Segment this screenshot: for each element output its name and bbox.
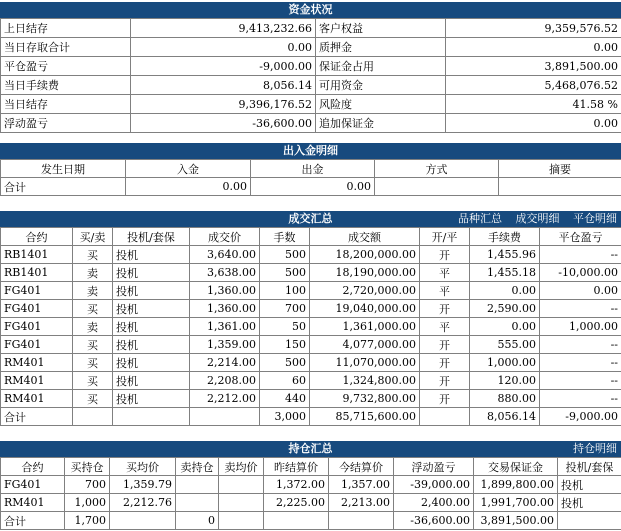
trades-links bbox=[448, 211, 617, 227]
cell-close-pnl: -- bbox=[540, 390, 621, 408]
funds-value: 8,056.14 bbox=[131, 76, 316, 95]
funds-label: 浮动盈亏 bbox=[1, 114, 131, 133]
column-header: 成交额 bbox=[310, 228, 420, 246]
column-header: 卖均价 bbox=[219, 458, 264, 476]
total-lots: 3,000 bbox=[260, 408, 310, 426]
funds-row bbox=[1, 95, 621, 114]
cell-amount: 18,200,000.00 bbox=[310, 246, 420, 264]
funds-value: 41.58 % bbox=[446, 95, 621, 114]
cell-price: 2,208.00 bbox=[190, 372, 260, 390]
column-header: 合约 bbox=[1, 458, 65, 476]
cell-hedge-type: 投机 bbox=[113, 264, 190, 282]
link-close-detail[interactable]: 平仓明细 bbox=[573, 212, 617, 225]
cell-price: 3,638.00 bbox=[190, 264, 260, 282]
funds-row bbox=[1, 76, 621, 95]
funds-label: 当日手续费 bbox=[1, 76, 131, 95]
cell-fee: 1,455.96 bbox=[470, 246, 540, 264]
cell-buy-avg: 1,359.79 bbox=[110, 476, 176, 494]
cell-fee: 1,455.18 bbox=[470, 264, 540, 282]
cell-float-pnl: 2,400.00 bbox=[394, 494, 474, 512]
cell-margin: 1,899,800.00 bbox=[474, 476, 558, 494]
column-header: 昨结算价 bbox=[264, 458, 329, 476]
cell-amount: 2,720,000.00 bbox=[310, 282, 420, 300]
total-margin: 3,891,500.00 bbox=[474, 512, 558, 530]
link-variety-summary[interactable]: 品种汇总 bbox=[458, 212, 502, 225]
column-header: 平仓盈亏 bbox=[540, 228, 621, 246]
cell-close-pnl: 0.00 bbox=[540, 282, 621, 300]
cell-hedge-type: 投机 bbox=[113, 246, 190, 264]
trades-total-row bbox=[1, 408, 621, 426]
table-row bbox=[1, 494, 621, 512]
total-pnl: -36,600.00 bbox=[394, 512, 474, 530]
column-header: 成交价 bbox=[190, 228, 260, 246]
cell-sell-avg bbox=[219, 494, 264, 512]
column-header: 买/卖 bbox=[73, 228, 113, 246]
cell-contract: RM401 bbox=[1, 372, 73, 390]
cell-open-close: 开 bbox=[420, 336, 470, 354]
table-row bbox=[1, 318, 621, 336]
inout-title: 出入金明细 bbox=[0, 143, 621, 159]
cell-fee: 120.00 bbox=[470, 372, 540, 390]
table-row bbox=[1, 372, 621, 390]
funds-row bbox=[1, 38, 621, 57]
cell-prev-settle: 1,372.00 bbox=[264, 476, 329, 494]
column-header: 买持仓 bbox=[65, 458, 110, 476]
funds-title: 资金状况 bbox=[0, 2, 621, 18]
cell-amount: 4,077,000.00 bbox=[310, 336, 420, 354]
funds-value: 0.00 bbox=[446, 38, 621, 57]
column-header: 交易保证金 bbox=[474, 458, 558, 476]
cell-hedge-type: 投机 bbox=[558, 494, 621, 512]
funds-label: 上日结存 bbox=[1, 19, 131, 38]
cell-today-settle: 2,213.00 bbox=[329, 494, 394, 512]
cell-amount: 11,070,000.00 bbox=[310, 354, 420, 372]
cell-amount: 1,324,800.00 bbox=[310, 372, 420, 390]
table-row bbox=[1, 336, 621, 354]
total-label: 合计 bbox=[1, 512, 65, 530]
cell-lots: 500 bbox=[260, 246, 310, 264]
cell-price: 1,361.00 bbox=[190, 318, 260, 336]
empty-cell bbox=[190, 408, 260, 426]
cell-close-pnl: -- bbox=[540, 300, 621, 318]
total-pnl: -9,000.00 bbox=[540, 408, 621, 426]
funds-label: 当日结存 bbox=[1, 95, 131, 114]
cell-side: 卖 bbox=[73, 282, 113, 300]
total-label: 合计 bbox=[1, 408, 73, 426]
cell-open-close: 平 bbox=[420, 264, 470, 282]
cell-close-pnl: -- bbox=[540, 372, 621, 390]
inout-table bbox=[0, 159, 621, 196]
cell-side: 买 bbox=[73, 372, 113, 390]
column-header: 入金 bbox=[126, 160, 251, 178]
funds-label: 客户权益 bbox=[316, 19, 446, 38]
cell-price: 3,640.00 bbox=[190, 246, 260, 264]
positions-section bbox=[0, 441, 621, 530]
cell-amount: 18,190,000.00 bbox=[310, 264, 420, 282]
funds-value: 0.00 bbox=[131, 38, 316, 57]
cell-open-close: 开 bbox=[420, 390, 470, 408]
column-header: 摘要 bbox=[499, 160, 621, 178]
cell-price: 1,360.00 bbox=[190, 300, 260, 318]
cell-lots: 100 bbox=[260, 282, 310, 300]
cell-hedge-type: 投机 bbox=[113, 390, 190, 408]
table-row bbox=[1, 264, 621, 282]
cell-amount: 1,361,000.00 bbox=[310, 318, 420, 336]
cell-close-pnl: -- bbox=[540, 336, 621, 354]
trades-header-row bbox=[1, 228, 621, 246]
cell-side: 卖 bbox=[73, 264, 113, 282]
table-row bbox=[1, 282, 621, 300]
funds-value: -9,000.00 bbox=[131, 57, 316, 76]
funds-label: 保证金占用 bbox=[316, 57, 446, 76]
cell-open-close: 开 bbox=[420, 372, 470, 390]
cell-contract: FG401 bbox=[1, 476, 65, 494]
cell-close-pnl: -- bbox=[540, 354, 621, 372]
link-trade-detail[interactable]: 成交明细 bbox=[515, 212, 560, 225]
trades-title-bar bbox=[0, 211, 621, 227]
column-header: 今结算价 bbox=[329, 458, 394, 476]
funds-value: 9,359,576.52 bbox=[446, 19, 621, 38]
column-header: 投机/套保 bbox=[113, 228, 190, 246]
positions-table bbox=[0, 457, 621, 530]
total-buy: 1,700 bbox=[65, 512, 110, 530]
empty-cell bbox=[558, 512, 621, 530]
cell-side: 买 bbox=[73, 390, 113, 408]
cell-close-pnl: -10,000.00 bbox=[540, 264, 621, 282]
cell-margin: 1,991,700.00 bbox=[474, 494, 558, 512]
cell-price: 2,214.00 bbox=[190, 354, 260, 372]
cell-side: 买 bbox=[73, 300, 113, 318]
empty-cell bbox=[375, 178, 499, 196]
cell-side: 买 bbox=[73, 354, 113, 372]
inout-section bbox=[0, 143, 621, 196]
cell-lots: 500 bbox=[260, 354, 310, 372]
column-header: 投机/套保 bbox=[558, 458, 621, 476]
funds-value: -36,600.00 bbox=[131, 114, 316, 133]
trades-section bbox=[0, 211, 621, 426]
cell-side: 买 bbox=[73, 246, 113, 264]
table-row bbox=[1, 300, 621, 318]
funds-label: 可用资金 bbox=[316, 76, 446, 95]
link-position-detail[interactable]: 持仓明细 bbox=[573, 442, 617, 455]
cell-amount: 19,040,000.00 bbox=[310, 300, 420, 318]
cell-price: 2,212.00 bbox=[190, 390, 260, 408]
cell-sell-position bbox=[176, 476, 219, 494]
funds-value: 3,891,500.00 bbox=[446, 57, 621, 76]
cell-buy-position: 700 bbox=[65, 476, 110, 494]
trades-title: 成交汇总 bbox=[288, 212, 333, 225]
cell-open-close: 开 bbox=[420, 246, 470, 264]
cell-sell-position bbox=[176, 494, 219, 512]
empty-cell bbox=[110, 512, 176, 530]
inout-header-row bbox=[1, 160, 621, 178]
cell-open-close: 开 bbox=[420, 300, 470, 318]
cell-price: 1,359.00 bbox=[190, 336, 260, 354]
cell-close-pnl: -- bbox=[540, 246, 621, 264]
cell-fee: 555.00 bbox=[470, 336, 540, 354]
table-row bbox=[1, 246, 621, 264]
empty-cell bbox=[499, 178, 621, 196]
funds-row bbox=[1, 114, 621, 133]
column-header: 出金 bbox=[251, 160, 375, 178]
cell-lots: 50 bbox=[260, 318, 310, 336]
empty-cell bbox=[420, 408, 470, 426]
cell-side: 买 bbox=[73, 336, 113, 354]
column-header: 开/平 bbox=[420, 228, 470, 246]
cell-contract: FG401 bbox=[1, 336, 73, 354]
cell-contract: RB1401 bbox=[1, 246, 73, 264]
cell-hedge-type: 投机 bbox=[113, 372, 190, 390]
funds-value: 9,396,176.52 bbox=[131, 95, 316, 114]
cell-fee: 2,590.00 bbox=[470, 300, 540, 318]
column-header: 手数 bbox=[260, 228, 310, 246]
funds-label: 当日存取合计 bbox=[1, 38, 131, 57]
cell-fee: 880.00 bbox=[470, 390, 540, 408]
cell-contract: FG401 bbox=[1, 318, 73, 336]
cell-hedge-type: 投机 bbox=[113, 282, 190, 300]
funds-label: 追加保证金 bbox=[316, 114, 446, 133]
cell-contract: FG401 bbox=[1, 282, 73, 300]
cell-float-pnl: -39,000.00 bbox=[394, 476, 474, 494]
column-header: 手续费 bbox=[470, 228, 540, 246]
column-header: 买均价 bbox=[110, 458, 176, 476]
cell-contract: RM401 bbox=[1, 354, 73, 372]
cell-today-settle: 1,357.00 bbox=[329, 476, 394, 494]
cell-open-close: 开 bbox=[420, 354, 470, 372]
cell-amount: 9,732,800.00 bbox=[310, 390, 420, 408]
cell-hedge-type: 投机 bbox=[113, 354, 190, 372]
cell-lots: 150 bbox=[260, 336, 310, 354]
cell-contract: RB1401 bbox=[1, 264, 73, 282]
cell-close-pnl: 1,000.00 bbox=[540, 318, 621, 336]
column-header: 浮动盈亏 bbox=[394, 458, 474, 476]
column-header: 合约 bbox=[1, 228, 73, 246]
funds-value: 5,468,076.52 bbox=[446, 76, 621, 95]
funds-row bbox=[1, 19, 621, 38]
empty-cell bbox=[264, 512, 329, 530]
cell-contract: RM401 bbox=[1, 494, 65, 512]
empty-cell bbox=[219, 512, 264, 530]
cell-open-close: 平 bbox=[420, 282, 470, 300]
positions-header-row bbox=[1, 458, 621, 476]
table-row bbox=[1, 390, 621, 408]
column-header: 卖持仓 bbox=[176, 458, 219, 476]
cell-contract: RM401 bbox=[1, 390, 73, 408]
funds-value: 9,413,232.66 bbox=[131, 19, 316, 38]
cell-hedge-type: 投机 bbox=[113, 318, 190, 336]
cell-side: 卖 bbox=[73, 318, 113, 336]
cell-lots: 700 bbox=[260, 300, 310, 318]
positions-title: 持仓汇总 bbox=[288, 442, 333, 455]
positions-title-bar bbox=[0, 441, 621, 457]
trades-table bbox=[0, 227, 621, 426]
funds-row bbox=[1, 57, 621, 76]
cell-buy-avg: 2,212.76 bbox=[110, 494, 176, 512]
funds-label: 平仓盈亏 bbox=[1, 57, 131, 76]
cell-lots: 60 bbox=[260, 372, 310, 390]
empty-cell bbox=[329, 512, 394, 530]
total-in: 0.00 bbox=[126, 178, 251, 196]
total-out: 0.00 bbox=[251, 178, 375, 196]
cell-fee: 0.00 bbox=[470, 282, 540, 300]
total-sell: 0 bbox=[176, 512, 219, 530]
cell-price: 1,360.00 bbox=[190, 282, 260, 300]
total-fee: 8,056.14 bbox=[470, 408, 540, 426]
total-amount: 85,715,600.00 bbox=[310, 408, 420, 426]
cell-contract: FG401 bbox=[1, 300, 73, 318]
cell-lots: 500 bbox=[260, 264, 310, 282]
cell-fee: 1,000.00 bbox=[470, 354, 540, 372]
cell-hedge-type: 投机 bbox=[558, 476, 621, 494]
funds-label: 质押金 bbox=[316, 38, 446, 57]
cell-buy-position: 1,000 bbox=[65, 494, 110, 512]
table-row bbox=[1, 476, 621, 494]
funds-table bbox=[0, 18, 621, 133]
funds-section bbox=[0, 2, 621, 133]
cell-prev-settle: 2,225.00 bbox=[264, 494, 329, 512]
positions-total-row bbox=[1, 512, 621, 530]
funds-label: 风险度 bbox=[316, 95, 446, 114]
empty-cell bbox=[113, 408, 190, 426]
total-label: 合计 bbox=[1, 178, 126, 196]
column-header: 发生日期 bbox=[1, 160, 126, 178]
column-header: 方式 bbox=[375, 160, 499, 178]
cell-hedge-type: 投机 bbox=[113, 300, 190, 318]
funds-value: 0.00 bbox=[446, 114, 621, 133]
table-row bbox=[1, 354, 621, 372]
inout-total-row bbox=[1, 178, 621, 196]
cell-sell-avg bbox=[219, 476, 264, 494]
cell-open-close: 平 bbox=[420, 318, 470, 336]
positions-links bbox=[563, 441, 617, 457]
empty-cell bbox=[73, 408, 113, 426]
cell-hedge-type: 投机 bbox=[113, 336, 190, 354]
cell-lots: 440 bbox=[260, 390, 310, 408]
cell-fee: 0.00 bbox=[470, 318, 540, 336]
